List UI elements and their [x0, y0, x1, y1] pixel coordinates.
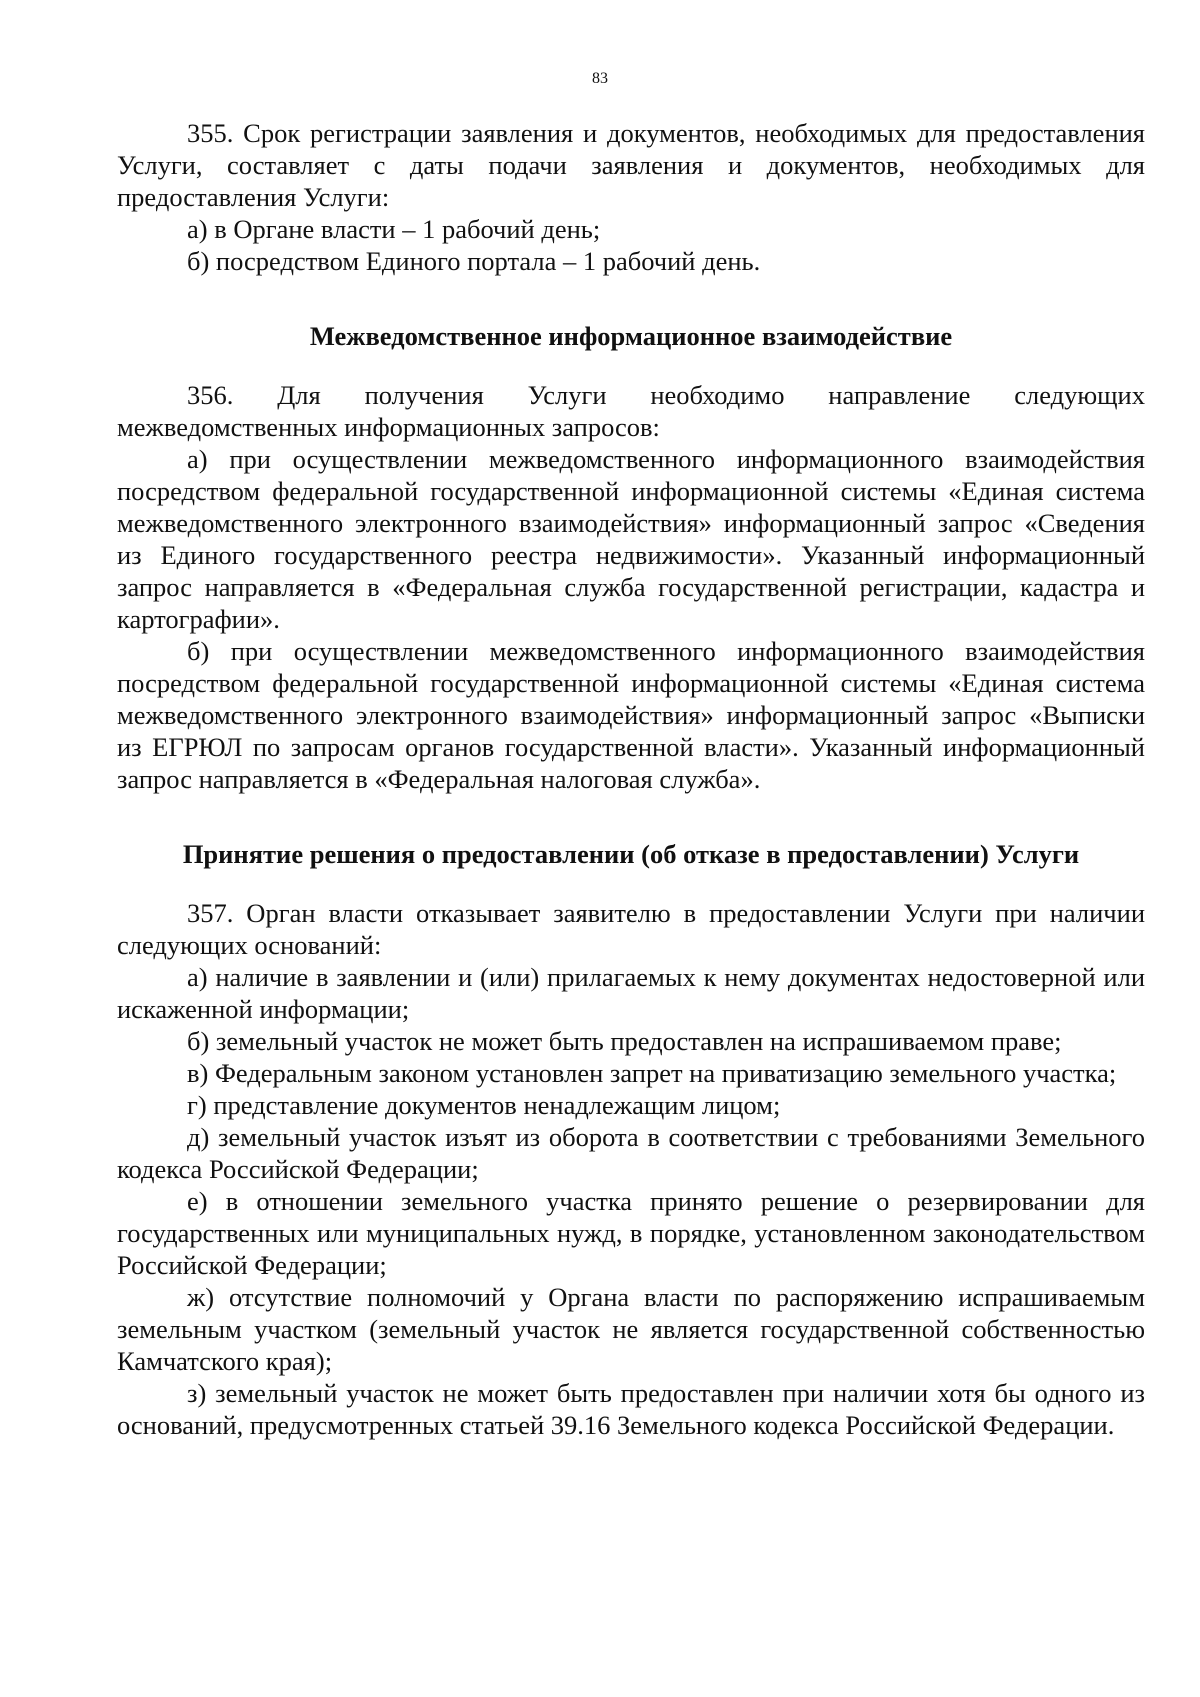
item-356-b: б) при осуществлении межведомственного информационного взаимодействия посредством федеральной государственной информационной системы «Единая система межведомственного электронного взаимодействия» информационный запрос «Выписки из ЕГРЮЛ по запросам органов государственной власти». Указанный информационный запрос направляется в «Федеральная налоговая служба».	[117, 636, 1145, 794]
item-357-d: д) земельный участок изъят из оборота в соответствии с требованиями Земельного кодекса Российской Федерации;	[117, 1122, 1145, 1184]
document-body	[117, 117, 1145, 1441]
item-355-intro: 355. Срок регистрации заявления и документов, необходимых для предоставления Услуги, составляет с даты подачи заявления и документов, необходимых для предоставления Услуги:	[117, 118, 1145, 212]
item-355-b: б) посредством Единого портала – 1 рабочий день.	[187, 246, 761, 276]
section-heading-decision: Принятие решения о предоставлении (об отказе в предоставлении) Услуги	[182, 839, 1080, 869]
item-357-v: в) Федеральным законом установлен запрет на приватизацию земельного участка;	[187, 1058, 1117, 1088]
section-heading-interagency: Межведомственное информационное взаимодействие	[309, 321, 953, 351]
item-357-zh: ж) отсутствие полномочий у Органа власти по распоряжению испрашиваемым земельным участком (земельный участок не является государственной собственностью Камчатского края);	[117, 1282, 1145, 1376]
item-356-a: а) при осуществлении межведомственного информационного взаимодействия посредством федеральной государственной информационной системы «Единая система межведомственного электронного взаимодействия» информационный запрос «Сведения из Единого государственного реестра недвижимости». Указанный информационный запрос направляется в «Федеральная служба государственной регистрации, кадастра и картографии».	[117, 444, 1145, 634]
item-357-g: г) представление документов ненадлежащим лицом;	[187, 1090, 781, 1120]
item-357-a: а) наличие в заявлении и (или) прилагаемых к нему документах недостоверной или искаженной информации;	[117, 962, 1145, 1024]
item-356-intro: 356. Для получения Услуги необходимо направление следующих межведомственных информационных запросов:	[117, 380, 1145, 442]
item-355-a: а) в Органе власти – 1 рабочий день;	[187, 214, 601, 244]
item-357-z: з) земельный участок не может быть предоставлен при наличии хотя бы одного из оснований, предусмотренных статьей 39.16 Земельного кодекса Российской Федерации.	[117, 1378, 1145, 1440]
item-357-e: е) в отношении земельного участка принято решение о резервировании для государственных или муниципальных нужд, в порядке, установленном законодательством Российской Федерации;	[117, 1186, 1145, 1280]
item-357-b: б) земельный участок не может быть предоставлен на испрашиваемом праве;	[187, 1026, 1062, 1056]
item-357-intro: 357. Орган власти отказывает заявителю в предоставлении Услуги при наличии следующих оснований:	[117, 898, 1145, 960]
page-number: 83	[592, 70, 608, 87]
